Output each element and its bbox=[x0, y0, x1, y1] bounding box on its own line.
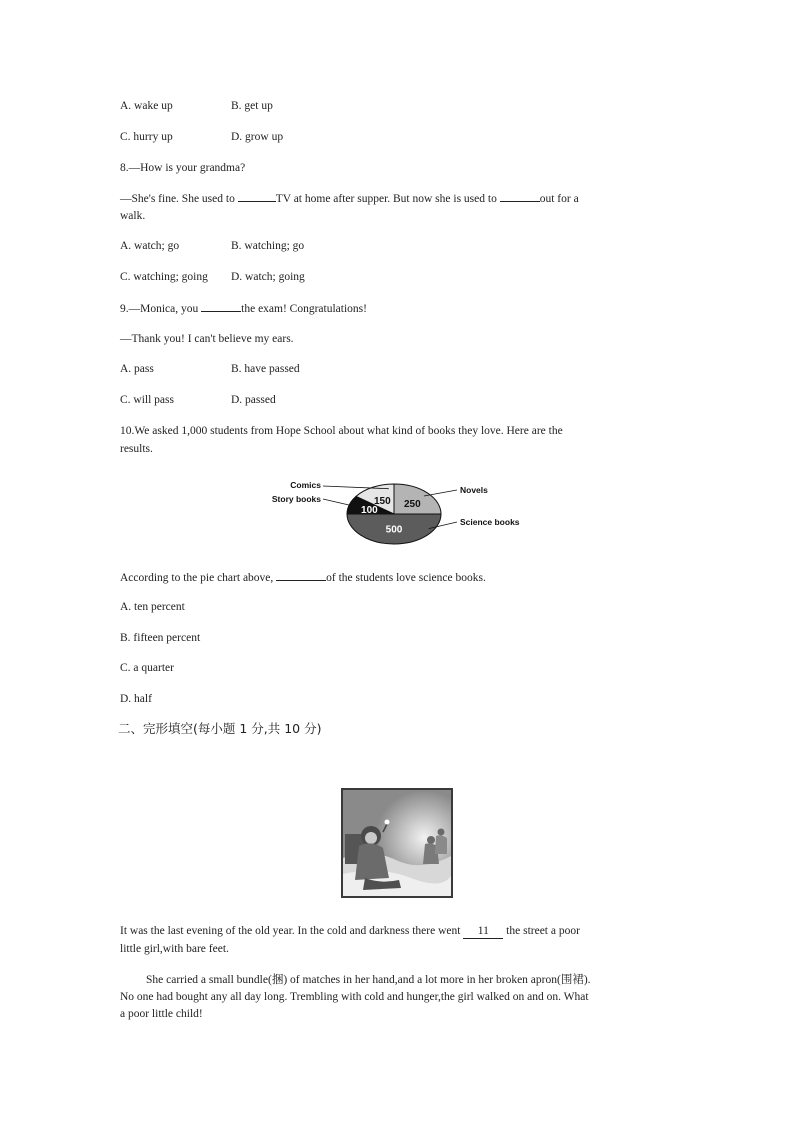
passage-text: the street a poor bbox=[506, 925, 580, 937]
answer-blank bbox=[201, 299, 241, 312]
option-b: B. watching; go bbox=[231, 240, 305, 252]
question-stem bbox=[120, 568, 486, 587]
option-row bbox=[120, 360, 300, 378]
question-stem: 8.—How is your grandma? bbox=[120, 162, 246, 174]
question-dialogue bbox=[120, 189, 579, 208]
passage-line: No one had bought any all day long. Trembling with cold and hunger,the girl walked on and on. What bbox=[120, 991, 589, 1003]
option-b: B. get up bbox=[231, 100, 273, 112]
option-c: C. a quarter bbox=[120, 662, 174, 674]
question-stem bbox=[120, 299, 367, 318]
passage-line: a poor little child! bbox=[120, 1008, 203, 1020]
stem-text: According to the pie chart above, bbox=[120, 572, 274, 584]
dialogue-text: —She's fine. She used to bbox=[120, 193, 235, 205]
question-stem: 10.We asked 1,000 students from Hope School about what kind of books they love. Here are the bbox=[120, 425, 563, 437]
passage-text: It was the last evening of the old year. In the cold and darkness there went bbox=[120, 925, 461, 937]
pie-category-label: Science books bbox=[460, 517, 520, 527]
option-c: C. will pass bbox=[120, 394, 174, 406]
pie-chart bbox=[265, 474, 535, 550]
dialogue-text: —Thank you! I can't believe my ears. bbox=[120, 333, 294, 345]
stem-text: of the students love science books. bbox=[326, 572, 486, 584]
stem-text: 9.—Monica, you bbox=[120, 303, 199, 315]
pie-value-label: 250 bbox=[403, 498, 421, 510]
option-a: A. ten percent bbox=[120, 601, 185, 613]
option-a: A. watch; go bbox=[120, 240, 180, 252]
option-b: B. fifteen percent bbox=[120, 632, 201, 644]
callout-line bbox=[424, 490, 457, 496]
option-d: D. half bbox=[120, 693, 152, 705]
numbered-blank: 11 bbox=[463, 925, 503, 939]
option-row bbox=[120, 237, 305, 255]
passage-line: little girl,with bare feet. bbox=[120, 943, 229, 955]
option-a: A. pass bbox=[120, 363, 154, 375]
option-a: A. wake up bbox=[120, 100, 173, 112]
stem-text: the exam! Congratulations! bbox=[241, 303, 367, 315]
option-row bbox=[120, 97, 273, 115]
answer-blank bbox=[238, 189, 276, 202]
callout-line bbox=[323, 499, 354, 506]
answer-blank bbox=[500, 189, 540, 202]
option-c: C. watching; going bbox=[120, 271, 208, 283]
section-heading: 二、完形填空(每小题 1 分,共 10 分) bbox=[118, 721, 322, 736]
option-d: D. grow up bbox=[231, 131, 284, 143]
pie-category-label: Novels bbox=[460, 485, 488, 495]
pie-value-label: 500 bbox=[385, 524, 403, 536]
pie-value-label: 100 bbox=[361, 504, 378, 516]
passage-line bbox=[120, 922, 580, 940]
option-row bbox=[120, 391, 276, 409]
option-c: C. hurry up bbox=[120, 131, 173, 143]
option-d: D. watch; going bbox=[231, 271, 305, 283]
dialogue-text: walk. bbox=[120, 210, 146, 222]
option-d: D. passed bbox=[231, 394, 276, 406]
pie-value-label: 150 bbox=[373, 496, 391, 508]
answer-blank bbox=[276, 568, 326, 581]
pie-category-label: Comics bbox=[290, 480, 321, 490]
pie-category-label: Story books bbox=[271, 494, 321, 504]
dialogue-text: out for a bbox=[539, 193, 579, 205]
option-row bbox=[120, 128, 284, 146]
option-row bbox=[120, 268, 305, 286]
question-stem: results. bbox=[120, 443, 153, 455]
option-b: B. have passed bbox=[231, 363, 300, 375]
passage-line: She carried a small bundle(捆) of matches in her hand,and a lot more in her broken apron(围裙). bbox=[146, 974, 591, 986]
dialogue-text: TV at home after supper. But now she is used to bbox=[275, 193, 497, 205]
match-girl-illustration bbox=[341, 788, 453, 898]
